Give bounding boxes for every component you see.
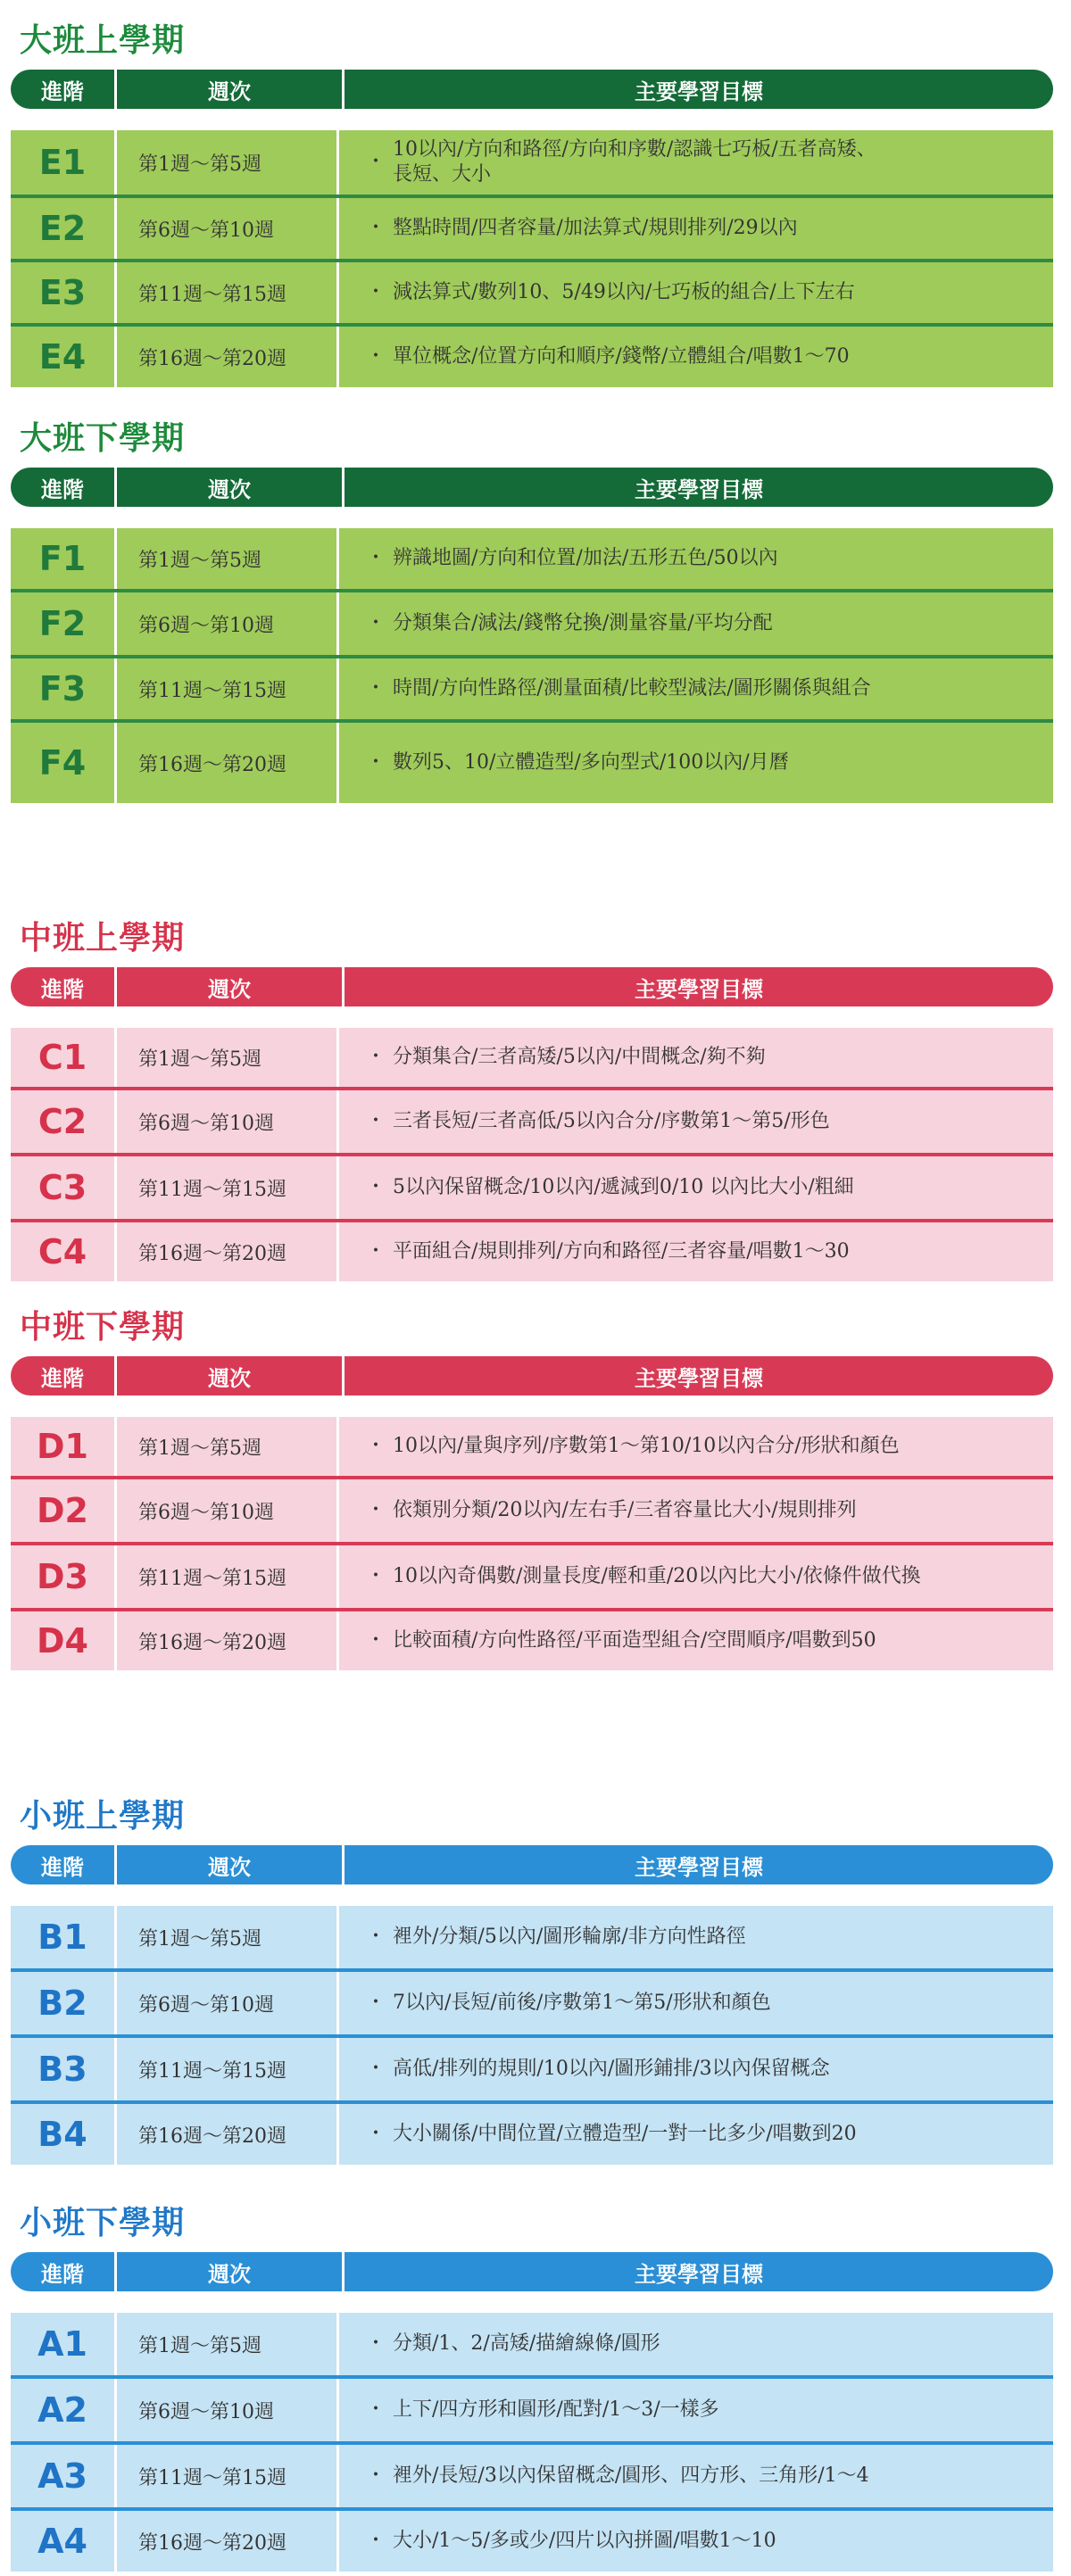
- bullet-dot: ・: [366, 1565, 386, 1587]
- table-row: [11, 1479, 1053, 1545]
- week-range: 第6週～第10週: [114, 1479, 336, 1542]
- week-range: 第16週～第20週: [114, 327, 336, 387]
- week-range: 第11週～第15週: [114, 262, 336, 323]
- table-row: [11, 198, 1053, 262]
- learning-goal-text: 大小關係/中間位置/立體造型/一對一比多少/唱數到20: [393, 2123, 857, 2145]
- week-range: 第11週～第15週: [114, 1545, 336, 1608]
- learning-goal: [336, 592, 1053, 655]
- table-row: [11, 1028, 1053, 1090]
- level-code: C2: [37, 1102, 87, 1141]
- week-range: 第1週～第5週: [114, 1028, 336, 1087]
- level-code: F4: [38, 743, 87, 783]
- level-code: E2: [38, 209, 87, 248]
- bullet-dot: ・: [366, 1046, 386, 1068]
- learning-goal-text: 單位概念/位置方向和順序/錢幣/立體組合/唱數1～70: [393, 345, 850, 368]
- week-range: 第11週～第15週: [114, 2038, 336, 2100]
- learning-goal-text: 10以內/量與序列/序數第1～第10/10以內合分/形狀和顏色: [393, 1435, 900, 1457]
- level-code: C3: [37, 1168, 87, 1207]
- week-range: 第16週～第20週: [114, 723, 336, 803]
- bullet-dot: ・: [366, 2332, 386, 2355]
- learning-goal: [336, 1090, 1053, 1153]
- header-week: 週次: [114, 1356, 342, 1396]
- header-goal: 主要學習目標: [342, 967, 1053, 1006]
- learning-goal: [336, 327, 1053, 387]
- bullet-dot: ・: [366, 612, 386, 634]
- learning-goal-text: 大小/1～5/多或少/四片以內拼圖/唱數1～10: [393, 2530, 776, 2552]
- bullet-dot: ・: [366, 2464, 386, 2487]
- week-range: 第6週～第10週: [114, 592, 336, 655]
- bullet-dot: ・: [366, 1240, 386, 1263]
- table-row: [11, 2379, 1053, 2445]
- week-range: 第1週～第5週: [114, 1417, 336, 1476]
- week-range: 第16週～第20週: [114, 1611, 336, 1670]
- learning-goal-text: 減法算式/數列10、5/49以內/七巧板的組合/上下左右: [393, 281, 855, 303]
- bullet-dot: ・: [366, 281, 386, 303]
- week-range: 第1週～第5週: [114, 528, 336, 589]
- learning-goal-text: 時間/方向性路徑/測量面積/比較型減法/圖形關係與組合: [393, 677, 871, 700]
- week-range: 第16週～第20週: [114, 2511, 336, 2572]
- learning-goal: [336, 2038, 1053, 2100]
- bullet-dot: ・: [366, 345, 386, 368]
- week-range: 第11週～第15週: [114, 658, 336, 719]
- bullet-dot: ・: [366, 2530, 386, 2552]
- header-week: 週次: [114, 2252, 342, 2291]
- header-goal: 主要學習目標: [342, 2252, 1053, 2291]
- learning-goal: [336, 198, 1053, 259]
- table-row: [11, 2038, 1053, 2104]
- bullet-dot: ・: [366, 217, 386, 239]
- learning-goal-text: 分類/1、2/高矮/描繪線條/圓形: [393, 2332, 660, 2355]
- table-row: [11, 2313, 1053, 2379]
- header-level: 進階: [41, 476, 84, 502]
- bullet-dot: ・: [366, 1629, 386, 1652]
- bullet-dot: ・: [366, 547, 386, 569]
- table-row: [11, 1417, 1053, 1479]
- learning-goal-text: 裡外/分類/5以內/圖形輪廓/非方向性路徑: [393, 1926, 746, 1948]
- level-code: C1: [37, 1038, 87, 1077]
- level-code: A1: [37, 2324, 87, 2364]
- learning-goal: [336, 2104, 1053, 2165]
- learning-goal-text: 裡外/長短/3以內保留概念/圓形、四方形、三角形/1～4: [393, 2464, 869, 2487]
- bullet-dot: ・: [366, 677, 386, 700]
- bullet-dot: ・: [366, 1176, 386, 1198]
- learning-goal-text: 分類集合/減法/錢幣兌換/測量容量/平均分配: [393, 612, 773, 634]
- learning-goal-text: 三者長短/三者高低/5以內合分/序數第1～第5/形色: [393, 1110, 830, 1132]
- learning-goal: [336, 2511, 1053, 2572]
- week-range: 第6週～第10週: [114, 2379, 336, 2441]
- learning-goal: [336, 2313, 1053, 2375]
- table-header: [11, 468, 1053, 507]
- bullet-dot: ・: [366, 1435, 386, 1457]
- learning-goal-text: 10以內/方向和路徑/方向和序數/認識七巧板/五者高矮、 長短、大小: [393, 138, 876, 186]
- table-row: [11, 1222, 1053, 1281]
- bullet-dot: ・: [366, 751, 386, 774]
- learning-goal: [336, 2445, 1053, 2507]
- week-range: 第6週～第10週: [114, 198, 336, 259]
- table-header: [11, 70, 1053, 109]
- table-row: [11, 2445, 1053, 2511]
- section-title: 中班上學期: [20, 920, 186, 957]
- learning-goal-text: 10以內奇偶數/測量長度/輕和重/20以內比大小/依條件做代換: [393, 1565, 921, 1587]
- header-week: 週次: [114, 468, 342, 507]
- header-level: 進階: [41, 1365, 84, 1391]
- week-range: 第16週～第20週: [114, 1222, 336, 1281]
- table-row: [11, 528, 1053, 592]
- table-row: [11, 2104, 1053, 2165]
- learning-goal-text: 高低/排列的規則/10以內/圖形鋪排/3以內保留概念: [393, 2058, 830, 2080]
- table-header: [11, 967, 1053, 1006]
- table-row: [11, 1972, 1053, 2038]
- learning-goal: [336, 1028, 1053, 1087]
- level-code: A4: [37, 2522, 87, 2561]
- header-week: 週次: [114, 70, 342, 109]
- learning-goal: [336, 1972, 1053, 2034]
- level-code: B3: [37, 2050, 87, 2089]
- bullet-dot: ・: [366, 151, 386, 173]
- level-code: C4: [37, 1232, 87, 1271]
- level-code: F3: [38, 669, 87, 708]
- learning-goal: [336, 1222, 1053, 1281]
- week-range: 第1週～第5週: [114, 130, 336, 195]
- learning-goal: [336, 1417, 1053, 1476]
- table-row: [11, 130, 1053, 198]
- learning-goal: [336, 723, 1053, 803]
- level-code: B2: [37, 1984, 87, 2023]
- learning-goal: [336, 528, 1053, 589]
- section-title: 大班上學期: [20, 22, 186, 59]
- level-code: D2: [37, 1491, 88, 1530]
- table-row: [11, 1906, 1053, 1972]
- level-code: A2: [37, 2390, 87, 2430]
- table-row: [11, 658, 1053, 723]
- header-week: 週次: [114, 1845, 342, 1884]
- learning-goal: [336, 2379, 1053, 2441]
- header-level: 進階: [41, 79, 84, 104]
- learning-goal: [336, 1611, 1053, 1670]
- learning-goal: [336, 1479, 1053, 1542]
- bullet-dot: ・: [366, 2123, 386, 2145]
- bullet-dot: ・: [366, 1110, 386, 1132]
- level-code: E4: [38, 337, 87, 377]
- learning-goal: [336, 1545, 1053, 1608]
- table-row: [11, 327, 1053, 387]
- bullet-dot: ・: [366, 2058, 386, 2080]
- table-row: [11, 262, 1053, 327]
- level-code: B4: [37, 2115, 87, 2154]
- header-level: 進階: [41, 2261, 84, 2287]
- learning-goal: [336, 262, 1053, 323]
- table-header: [11, 1845, 1053, 1884]
- week-range: 第11週～第15週: [114, 2445, 336, 2507]
- week-range: 第6週～第10週: [114, 1090, 336, 1153]
- header-goal: 主要學習目標: [342, 1845, 1053, 1884]
- header-goal: 主要學習目標: [342, 468, 1053, 507]
- learning-goal-text: 5以內保留概念/10以內/遞減到0/10 以內比大小/粗細: [393, 1176, 854, 1198]
- bullet-dot: ・: [366, 1992, 386, 2014]
- table-row: [11, 1611, 1053, 1670]
- learning-goal: [336, 658, 1053, 719]
- week-range: 第1週～第5週: [114, 2313, 336, 2375]
- learning-goal: [336, 130, 1053, 195]
- learning-goal-text: 平面組合/規則排列/方向和路徑/三者容量/唱數1～30: [393, 1240, 850, 1263]
- table-header: [11, 2252, 1053, 2291]
- header-goal: 主要學習目標: [342, 70, 1053, 109]
- learning-goal: [336, 1156, 1053, 1219]
- level-code: E1: [38, 143, 87, 182]
- section-title: 小班上學期: [20, 1798, 186, 1835]
- section-title: 小班下學期: [20, 2205, 186, 2241]
- bullet-dot: ・: [366, 1926, 386, 1948]
- week-range: 第11週～第15週: [114, 1156, 336, 1219]
- section-title: 大班下學期: [20, 420, 186, 457]
- learning-goal-text: 分類集合/三者高矮/5以內/中間概念/夠不夠: [393, 1046, 766, 1068]
- bullet-dot: ・: [366, 2398, 386, 2421]
- learning-goal-text: 比較面積/方向性路徑/平面造型組合/空間順序/唱數到50: [393, 1629, 876, 1652]
- header-week: 週次: [114, 967, 342, 1006]
- table-row: [11, 2511, 1053, 2572]
- header-level: 進階: [41, 1854, 84, 1880]
- section-title: 中班下學期: [20, 1309, 186, 1346]
- level-code: D3: [37, 1557, 88, 1596]
- table-header: [11, 1356, 1053, 1396]
- learning-goal-text: 7以內/長短/前後/序數第1～第5/形狀和顏色: [393, 1992, 771, 2014]
- level-code: F2: [38, 604, 87, 643]
- learning-goal-text: 依類別分類/20以內/左右手/三者容量比大小/規則排列: [393, 1499, 857, 1521]
- week-range: 第1週～第5週: [114, 1906, 336, 1968]
- table-row: [11, 592, 1053, 658]
- header-level: 進階: [41, 976, 84, 1002]
- level-code: D1: [37, 1427, 88, 1466]
- learning-goal-text: 上下/四方形和圓形/配對/1～3/一樣多: [393, 2398, 719, 2421]
- week-range: 第6週～第10週: [114, 1972, 336, 2034]
- table-row: [11, 1090, 1053, 1156]
- level-code: D4: [37, 1621, 88, 1661]
- learning-goal: [336, 1906, 1053, 1968]
- header-goal: 主要學習目標: [342, 1356, 1053, 1396]
- level-code: E3: [38, 273, 87, 312]
- learning-goal-text: 整點時間/四者容量/加法算式/規則排列/29以內: [393, 217, 798, 239]
- table-row: [11, 1545, 1053, 1611]
- level-code: B1: [37, 1918, 87, 1957]
- table-row: [11, 723, 1053, 803]
- table-row: [11, 1156, 1053, 1222]
- learning-goal-text: 數列5、10/立體造型/多向型式/100以內/月曆: [393, 751, 789, 774]
- learning-goal-text: 辨識地圖/方向和位置/加法/五形五色/50以內: [393, 547, 778, 569]
- week-range: 第16週～第20週: [114, 2104, 336, 2165]
- level-code: F1: [38, 539, 87, 578]
- level-code: A3: [37, 2456, 87, 2496]
- bullet-dot: ・: [366, 1499, 386, 1521]
